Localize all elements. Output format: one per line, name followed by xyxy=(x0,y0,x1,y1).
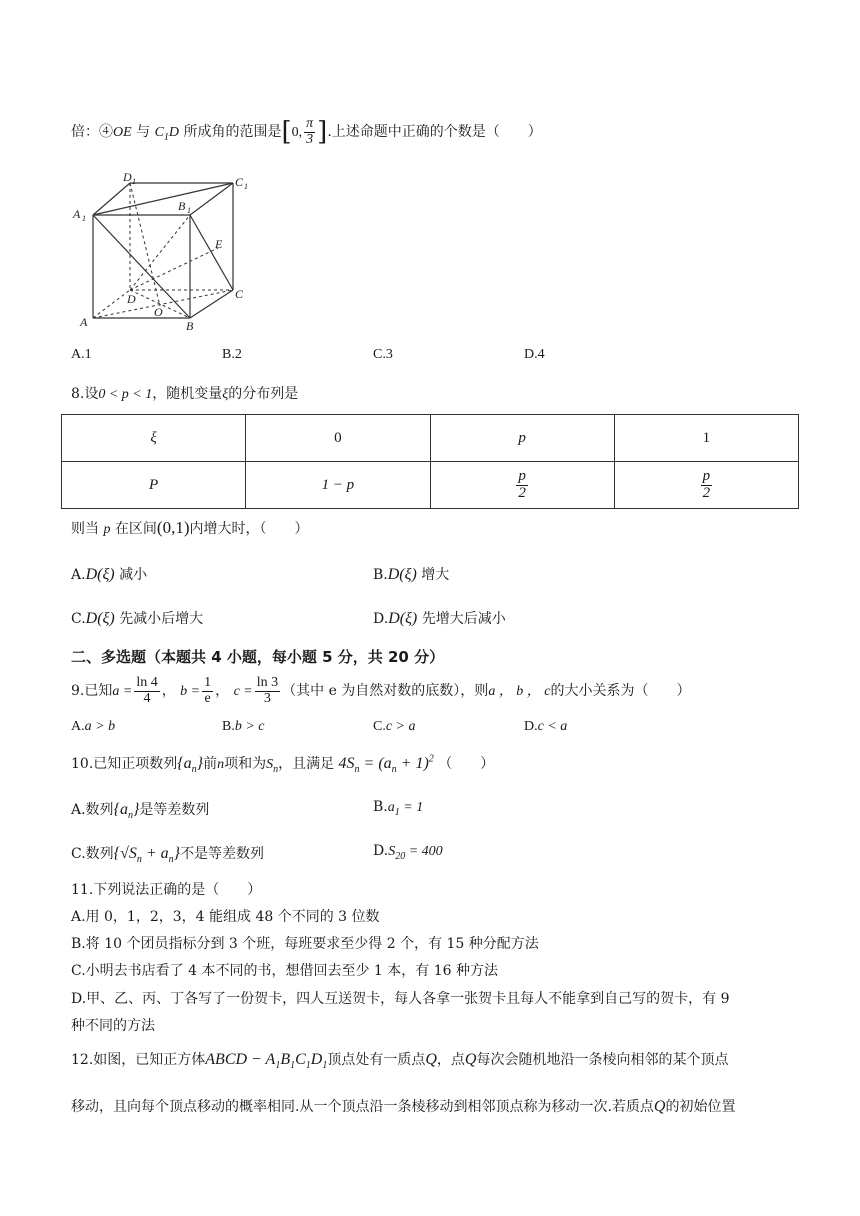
q8-follow: 则当 p 在区间(0,1)内增大时，（ ） xyxy=(71,518,309,537)
table-cell: 1 − p xyxy=(246,462,430,509)
label-b: B xyxy=(186,319,194,333)
section-heading: 二、多选题（本题共 4 小题，每小题 5 分，共 20 分） xyxy=(71,648,445,666)
q7-oe: OE xyxy=(113,125,132,140)
q7-tail: .上述命题中正确的个数是（ ） xyxy=(327,124,542,140)
q8-option-b: B.D(ξ) 增大 xyxy=(373,566,450,583)
label-o: O xyxy=(154,305,163,319)
table-cell: 1 xyxy=(614,415,798,462)
q9-stem: 9.已知a = $\frac{\ln 4}{4}$ ， b = $\frac{1}{e}$ ， c = $\frac{\ln 3}{3}$ （其中 e 为自然对数的底数），则a ， b ， c的大小关系为（ ） xyxy=(71,674,691,706)
q10-option-c: C.数列$\{√S_n + a_n\}$不是等差数列 xyxy=(71,845,265,866)
q8-xi: ξ xyxy=(222,387,229,402)
svg-text:1: 1 xyxy=(82,214,86,223)
q7-stem-line xyxy=(71,112,542,152)
q8-option-a: A.D(ξ) 减小 xyxy=(71,566,148,583)
q9-option-d: D.c < a xyxy=(524,719,568,734)
cube-figure xyxy=(70,170,260,335)
q7-option-a: A.1 xyxy=(71,347,92,362)
q11-line-d-cont: 种不同的方法 xyxy=(71,1018,155,1034)
svg-text:1: 1 xyxy=(132,177,136,186)
q7-c1d: $C_1D$ xyxy=(154,125,180,143)
q7-range-zero: 0, xyxy=(291,125,303,140)
table-cell: 0 xyxy=(246,415,430,462)
q8-stem: 8.设0 < p < 1，随机变量ξ的分布列是 xyxy=(71,386,299,402)
svg-text:1: 1 xyxy=(187,206,191,215)
label-d: D xyxy=(127,292,136,306)
table-cell: $\frac{p}{2}$ xyxy=(614,462,798,509)
q10-option-d: $D.S_{20} = 400$ xyxy=(373,843,443,862)
q8-option-d: D.D(ξ) 先增大后减小 xyxy=(373,610,506,627)
q7-option-d: D.4 xyxy=(524,347,545,362)
label-e: E xyxy=(215,237,223,251)
q7-bracket-open: [ xyxy=(281,117,292,147)
label-c1: C xyxy=(235,175,244,189)
table-row xyxy=(62,415,799,462)
label-a1: A xyxy=(73,207,81,221)
q11-line-d: D.甲、乙、丙、丁各写了一份贺卡，四人互送贺卡，每人各拿一张贺卡且每人不能拿到自己写的贺卡，有 9 xyxy=(71,991,730,1007)
distribution-table xyxy=(61,414,799,509)
label-b1: B xyxy=(178,199,186,213)
q7-with: 与 xyxy=(136,124,151,140)
q8-interval: (0,1) xyxy=(156,518,190,537)
q7-range-frac: $\frac{\pi}{3}$ xyxy=(306,115,314,147)
label-a: A xyxy=(80,315,88,329)
table-cell: $\frac{p}{2}$ xyxy=(430,462,614,509)
table-cell: P xyxy=(62,462,246,509)
table-row xyxy=(62,462,799,509)
q10-option-a: A.数列$\{a_n\}$是等差数列 xyxy=(71,801,210,822)
q7-option-c: C.3 xyxy=(373,347,393,362)
q11-line-c: C.小明去书店看了 4 本不同的书，想借回去至少 1 本，有 16 种方法 xyxy=(71,963,498,979)
table-cell: ξ xyxy=(62,415,246,462)
q10-stem: 10.已知正项数列$\{a_n\}$前n项和为$S_n$，且满足 $4S_n = (a_n + 1)^2$ （ ） xyxy=(71,753,495,776)
q8-condition: 0 < p < 1 xyxy=(98,387,153,402)
q8-option-c: C.D(ξ) 先减小后增大 xyxy=(71,610,204,627)
q11-stem: 11.下列说法正确的是（ ） xyxy=(71,882,262,898)
q7-prefix: 倍：④ xyxy=(71,124,113,140)
q9-option-a: A.a > b xyxy=(71,719,116,734)
q9-option-c: C.c > a xyxy=(373,719,416,734)
q7-bracket-close: ] xyxy=(317,117,328,147)
label-d1: D xyxy=(123,170,132,184)
q10-option-b: $B.a_1 = 1$ xyxy=(373,799,424,818)
q12-line2: 移动，且向每个顶点移动的概率相同.从一个顶点沿一条棱移动到相邻顶点称为移动一次.若质点Q的初始位置 xyxy=(71,1098,736,1115)
q11-line-a: A.用 0，1，2，3，4 能组成 48 个不同的 3 位数 xyxy=(71,909,380,925)
svg-text:1: 1 xyxy=(244,182,248,191)
q7-range-text: 所成角的范围是 xyxy=(183,124,282,140)
q11-line-b: B.将 10 个团员指标分到 3 个班，每班要求至少得 2 个，有 15 种分配方法 xyxy=(71,936,539,952)
q12-line1: 12.如图，已知正方体ABCD − $A_1B_1C_1D_1$顶点处有一质点Q，点Q每次会随机地沿一条棱向相邻的某个顶点 xyxy=(71,1051,729,1072)
table-cell: p xyxy=(430,415,614,462)
q9-option-b: B.b > c xyxy=(222,719,265,734)
label-c: C xyxy=(235,287,244,301)
q7-option-b: B.2 xyxy=(222,347,242,362)
